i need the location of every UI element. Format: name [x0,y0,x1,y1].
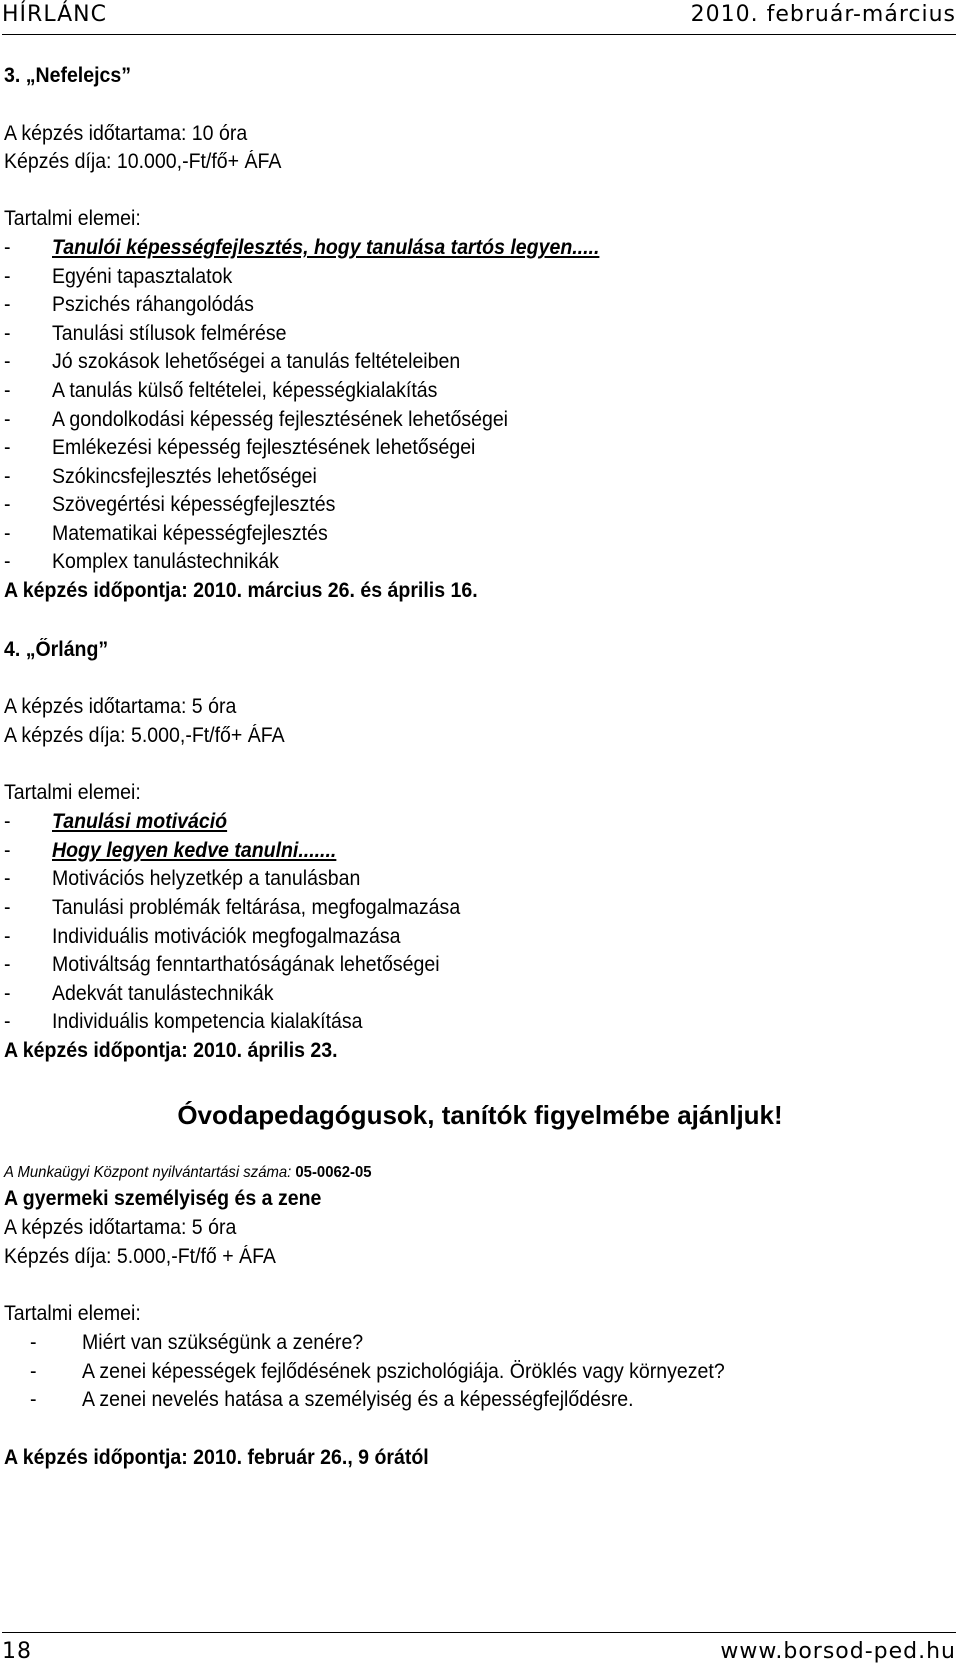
list-item: - Adekvát tanulástechnikák [4,982,274,1005]
section-3-title: 3. „Nefelejcs” [4,64,132,87]
section-5-title: A gyermeki személyiség és a zene [4,1187,322,1210]
list-item: - Szövegértési képességfejlesztés [4,493,336,516]
section-3-contents-label: Tartalmi elemei: [4,207,141,230]
list-item: - A zenei képességek fejlődésének pszichológiája. Öröklés vagy környezet? [30,1360,725,1383]
section-3-date: A képzés időpontja: 2010. március 26. és április 16. [4,579,478,602]
list-item: - Individuális kompetencia kialakítása [4,1010,363,1033]
section-4-duration: A képzés időtartama: 5 óra [4,695,237,718]
list-item: - A zenei nevelés hatása a személyiség és a képességfejlődésre. [30,1388,634,1411]
section-4-fee: A képzés díja: 5.000,-Ft/fő+ ÁFA [4,724,285,747]
list-item: - Jó szokások lehetőségei a tanulás feltételeiben [4,350,461,373]
list-item: - Szókincsfejlesztés lehetőségei [4,465,317,488]
section-5-duration: A képzés időtartama: 5 óra [4,1216,237,1239]
section-4-title: 4. „Őrláng” [4,638,109,661]
page-number: 18 [2,1639,32,1664]
list-item: - Pszichés ráhangolódás [4,293,254,316]
registration-label: A Munkaügyi Központ nyilvántartási száma: [4,1164,292,1181]
list-item: - A tanulás külső feltételei, képességkialakítás [4,379,438,402]
section-4-date: A képzés időpontja: 2010. április 23. [4,1039,338,1062]
list-item: - Emlékezési képesség fejlesztésének lehetőségei [4,436,476,459]
list-item: - A gondolkodási képesség fejlesztésének lehetőségei [4,408,509,431]
list-item: - Hogy legyen kedve tanulni....... [4,839,337,862]
section-5-date: A képzés időpontja: 2010. február 26., 9 órától [4,1446,429,1469]
list-item: - Komplex tanulástechnikák [4,550,279,573]
list-item: - Tanulási motiváció [4,810,228,833]
section-4-contents-label: Tartalmi elemei: [4,781,141,804]
list-item: - Individuális motivációk megfogalmazása [4,925,401,948]
page-footer [2,1632,956,1673]
section-5-contents-label: Tartalmi elemei: [4,1302,141,1325]
section-5-fee: Képzés díja: 5.000,-Ft/fő + ÁFA [4,1245,276,1268]
list-item: - Tanulói képességfejlesztés, hogy tanulása tartós legyen..... [4,236,600,259]
header-issue-date: 2010. február-március [690,2,956,27]
registration-line [4,1161,372,1185]
list-item: - Egyéni tapasztalatok [4,265,233,288]
registration-number: 05-0062-05 [295,1164,372,1181]
section-3-duration: A képzés időtartama: 10 óra [4,122,248,145]
list-item: - Motiváltság fenntarthatóságának lehetőségei [4,953,440,976]
list-item: - Miért van szükségünk a zenére? [30,1331,364,1354]
list-item: - Tanulási stílusok felmérése [4,322,287,345]
list-item: - Matematikai képességfejlesztés [4,522,328,545]
footer-url: www.borsod-ped.hu [720,1639,956,1664]
list-item: - Tanulási problémák feltárása, megfogalmazása [4,896,461,919]
list-item: - Motivációs helyzetkép a tanulásban [4,867,361,890]
header-publication: HÍRLÁNC [2,2,107,27]
recommendation-heading: Óvodapedagógusok, tanítók figyelmébe ajánljuk! [177,1100,783,1130]
section-3-fee: Képzés díja: 10.000,-Ft/fő+ ÁFA [4,150,282,173]
page-header [2,0,956,35]
